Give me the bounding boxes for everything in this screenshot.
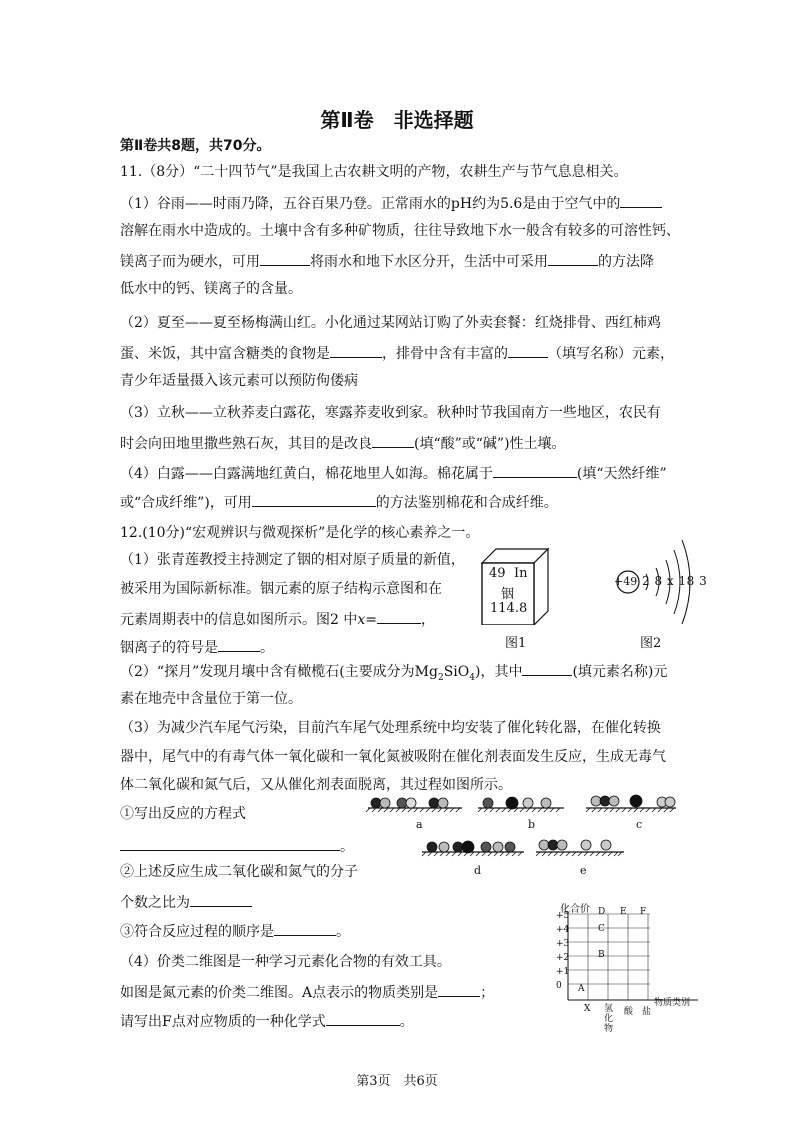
q12-stem: 12.(10分)“宏观辨识与微观探析”是化学的核心素养之一。: [120, 525, 480, 541]
element-name: 铟: [501, 587, 515, 602]
q11-p3-line2: 时会向田地里撒些熟石灰，其目的是改良 (填“酸”或“碱”)性土壤。: [120, 432, 566, 454]
answer-blank[interactable]: [620, 192, 662, 208]
q12-p2-line2: 素在地壳中含量位于第一位。: [120, 691, 302, 707]
panel-label-d: d: [474, 864, 482, 877]
q11-p4-line1: （4）白露——白露满地红黄白，棉花地里人如海。棉花属于 (填“天然纤维”: [120, 462, 667, 484]
answer-blank[interactable]: [377, 608, 421, 624]
answer-blank[interactable]: [372, 432, 414, 448]
element-mass: 114.8: [490, 601, 528, 616]
chart-point-e: E: [620, 907, 627, 917]
q11-stem: 11.（8分）“二十四节气”是我国上古农耕文明的产物，农耕生产与节气息息相关。: [120, 164, 628, 180]
chart-point-d: D: [598, 907, 606, 917]
q11-p2-line2: 蛋、米饭，其中富含糖类的食物是 ，排骨中含有丰富的 （填写名称）元素，: [120, 342, 674, 364]
q12-p1-line3: 元素周期表中的信息如图所示。图2 中x= ，: [120, 608, 435, 630]
answer-blank[interactable]: [218, 636, 260, 652]
chart-x-label: 物质类别: [654, 998, 691, 1008]
q11-p4-line2: 或“合成纤维”)，可用 的方法鉴别棉花和合成纤维。: [120, 491, 558, 513]
answer-blank[interactable]: [330, 342, 382, 358]
q12-sub3: ③符合反应过程的顺序是 。: [120, 920, 350, 942]
chart-x-cat-3: 酸: [624, 1007, 634, 1017]
q12-sub1: ①写出反应的方程式: [120, 806, 246, 822]
atom-nucleus-label: +49: [614, 575, 638, 588]
element-symbol: In: [514, 566, 528, 581]
chart-x-cat-2: 氢 化 物: [604, 1004, 614, 1034]
chart-x-cat-4: 盐: [642, 1007, 652, 1017]
panel-label-c: c: [636, 818, 643, 831]
q12-sub2-line1: ②上述反应生成二氧化碳和氮气的分子: [120, 864, 358, 880]
q12-sub1-answer: 。: [120, 835, 354, 857]
q11-p1-line2: 溶解在雨水中造成的。土壤中含有多种矿物质，往往导致地下水一般含有较多的可溶性钙、: [120, 223, 680, 239]
q12-p2-line1: （2）“探月”发现月壤中含有橄榄石(主要成分为$Mg_2SiO_4$)，其中 (填元素名称)元: [120, 660, 667, 688]
chart-x-cat-1: X: [584, 1004, 591, 1014]
q11-p2-line3: 青少年适量摄入该元素可以预防佝偻病: [120, 373, 358, 389]
q11-p2-line1: （2）夏至——夏至杨梅满山红。小化通过某网站订购了外卖套餐：红烧排骨、西红柿鸡: [120, 315, 661, 331]
q12-sub2-line2: 个数之比为: [120, 891, 252, 913]
q12-p4-line1: （4）价类二维图是一种学习元素化合物的有效工具。: [120, 954, 451, 970]
figure-1-caption: 图1: [505, 636, 527, 651]
chart-point-c: C: [598, 924, 605, 934]
answer-blank[interactable]: [120, 835, 340, 851]
answer-blank[interactable]: [438, 981, 480, 997]
q12-p3-line3: 体二氧化碳和氮气后，又从催化剂表面脱离，其过程如图所示。: [120, 777, 512, 793]
q11-p1-line4: 低水中的钙、镁离子的含量。: [120, 281, 302, 297]
q11-p3-line1: （3）立秋——立秋荞麦白露花，寒露荞麦收到家。秋种时节我国南方一些地区，农民有: [120, 405, 661, 421]
q12-p3-line1: （3）为减少汽车尾气污染，目前汽车尾气处理系统中均安装了催化转化器，在催化转换: [120, 720, 661, 736]
panel-label-b: b: [528, 818, 536, 831]
panel-label-e: e: [580, 864, 587, 877]
answer-blank[interactable]: [252, 491, 376, 507]
q12-p1-line4: 铟离子的符号是 。: [120, 636, 274, 658]
answer-blank[interactable]: [260, 250, 310, 266]
q12-p1-line2: 被采用为国际新标准。铟元素的原子结构示意图和在: [120, 581, 442, 597]
q11-p1-line3: 镁离子而为硬水，可用 将雨水和地下水区分开，生活中可采用 的方法降: [120, 250, 654, 272]
answer-blank[interactable]: [493, 462, 577, 478]
answer-blank[interactable]: [548, 250, 598, 266]
q12-p1-line1: （1）张青莲教授主持测定了铟的相对原子质量的新值，: [120, 552, 465, 568]
chart-y-label: 化合价: [560, 904, 590, 915]
answer-blank[interactable]: [190, 891, 252, 907]
q12-p3-line2: 器中，尾气中的有毒气体一氧化碳和一氧化氮被吸附在催化剂表面发生反应，生成无毒气: [120, 749, 666, 765]
figure-2-caption: 图2: [640, 636, 662, 651]
q12-p4-line2: 如图是氮元素的价类二维图。A点表示的物质类别是 ；: [120, 981, 494, 1003]
chart-point-f: F: [640, 907, 647, 917]
answer-blank[interactable]: [274, 920, 336, 936]
section-intro: 第Ⅱ卷共8题，共70分。: [120, 138, 271, 154]
chart-y-ticks: +5 +4 +3 +2 +1 0: [556, 911, 570, 991]
page-footer: 第3页 共6页: [356, 1074, 438, 1089]
answer-blank[interactable]: [522, 660, 572, 676]
chart-point-a: A: [578, 984, 585, 994]
atom-shells-label: 2 8 x 18 3: [642, 574, 708, 588]
element-number: 49: [489, 566, 506, 581]
section-title: 第Ⅱ卷 非选择题: [320, 108, 474, 132]
q11-p1-line1: （1）谷雨——时雨乃降，五谷百果乃登。正常雨水的pH约为5.6是由于空气中的: [120, 192, 662, 214]
catalysis-process-diagram: [364, 792, 684, 882]
panel-label-a: a: [416, 818, 423, 831]
answer-blank[interactable]: [326, 1010, 400, 1026]
chart-point-b: B: [598, 950, 605, 960]
q12-p4-line3: 请写出F点对应物质的一种化学式 。: [120, 1010, 414, 1032]
answer-blank[interactable]: [508, 342, 548, 358]
